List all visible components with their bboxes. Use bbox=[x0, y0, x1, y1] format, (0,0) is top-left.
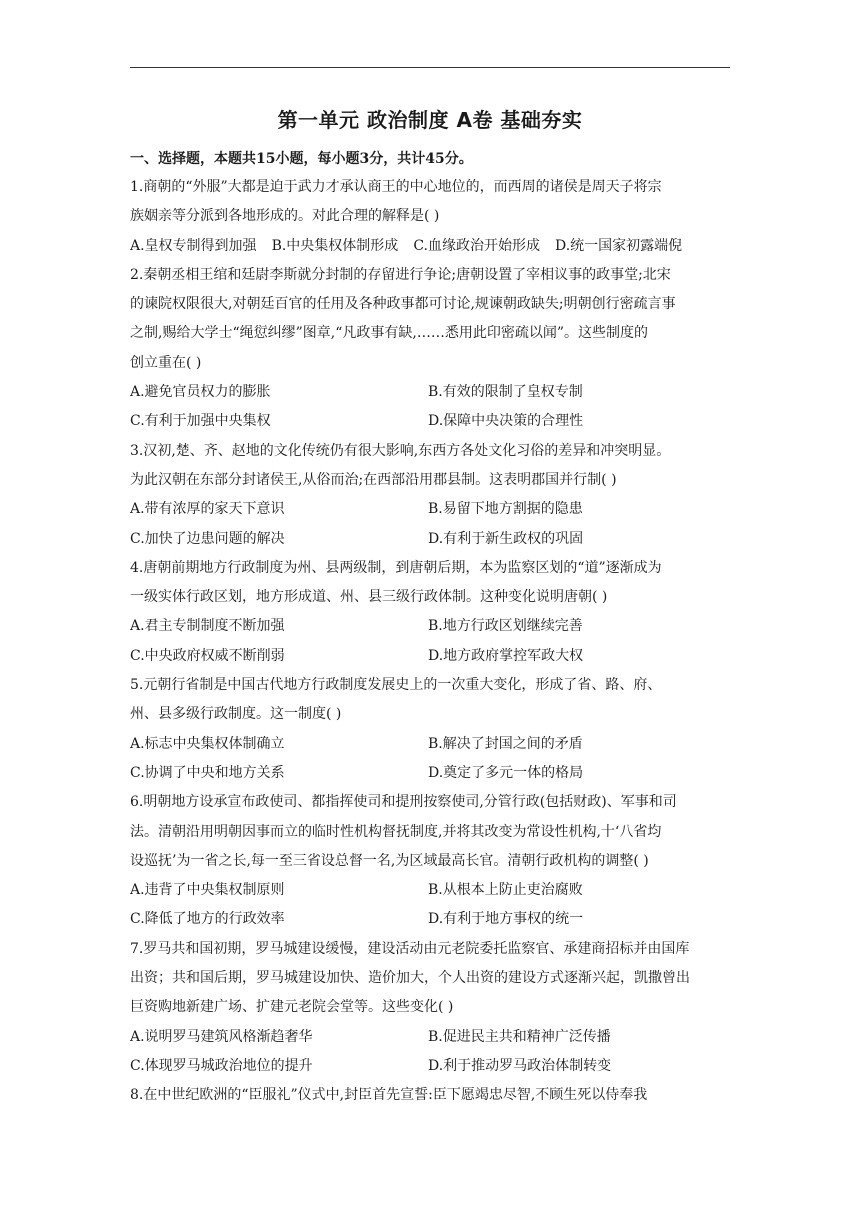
option-c: C.体现罗马城政治地位的提升 bbox=[130, 1057, 313, 1074]
question-1 bbox=[130, 173, 730, 261]
question-stem-line: 8.在中世纪欧洲的“臣服礼”仪式中,封臣首先宣誓:臣下愿竭忠尽智,不顾生死以侍奉我 bbox=[130, 1087, 648, 1104]
option-d: D.有利于地方事权的统一 bbox=[428, 911, 584, 928]
option-c: C.协调了中央和地方关系 bbox=[130, 764, 285, 781]
question-stem-line: 法。清朝沿用明朝因事而立的临时性机构督抚制度,并将其改变为常设性机构,十‘八省均 bbox=[130, 823, 662, 840]
option-d: D.统一国家初露端倪 bbox=[554, 237, 683, 254]
question-stem-line: 之制,赐给大学士“绳愆纠缪”图章,“凡政事有缺,……悉用此印密疏以闻”。这些制度的 bbox=[130, 325, 648, 342]
option-a: A.带有浓厚的家天下意识 bbox=[130, 501, 285, 518]
option-row bbox=[130, 232, 730, 261]
question-stem-line: 设巡抚’为一省之长,每一至三省设总督一名,为区域最高长官。清朝行政机构的调整( ) bbox=[130, 852, 649, 869]
option-c: C.中央政府权威不断削弱 bbox=[130, 647, 285, 664]
option-row bbox=[130, 495, 730, 524]
option-d: D.保障中央决策的合理性 bbox=[428, 413, 584, 430]
option-row bbox=[130, 905, 730, 934]
option-b: B.中央集权体制形成 bbox=[271, 237, 399, 254]
question-stem-line: 1.商朝的“外服”大都是迫于武力才承认商王的中心地位的，而西周的诸侯是周天子将宗 bbox=[130, 179, 662, 195]
question-stem-line: 族姻亲等分派到各地形成的。对此合理的解释是( ) bbox=[130, 208, 440, 225]
question-stem-line: 2.秦朝丞相王绾和廷尉李斯就分封制的存留进行争论;唐朝设置了宰相议事的政事堂;北宋 bbox=[130, 266, 671, 283]
option-b: B.地方行政区划继续完善 bbox=[428, 618, 583, 635]
option-c: C.有利于加强中央集权 bbox=[130, 413, 271, 430]
option-c: C.血缘政治开始形成 bbox=[413, 237, 540, 254]
option-a: A.皇权专制得到加强 bbox=[130, 237, 257, 254]
question-list bbox=[130, 173, 730, 1111]
option-b: B.解决了封国之间的矛盾 bbox=[428, 735, 583, 752]
option-row bbox=[130, 1023, 730, 1052]
question-7 bbox=[130, 935, 730, 1081]
option-row bbox=[130, 525, 730, 554]
question-5 bbox=[130, 671, 730, 788]
question-3 bbox=[130, 437, 730, 554]
option-a: A.君主专制制度不断加强 bbox=[130, 618, 285, 635]
option-row bbox=[130, 876, 730, 905]
option-row bbox=[130, 1052, 730, 1081]
option-d: D.利于推动罗马政治体制转变 bbox=[428, 1057, 612, 1074]
header-rule bbox=[130, 67, 730, 68]
option-c: C.加快了边患问题的解决 bbox=[130, 530, 285, 547]
option-a: A.说明罗马建筑风格渐趋奢华 bbox=[130, 1028, 313, 1045]
option-row bbox=[130, 407, 730, 436]
question-stem-line: 为此汉朝在东部分封诸侯王,从俗而治;在西部沿用郡县制。这表明郡国并行制( ) bbox=[130, 471, 617, 488]
question-stem-line: 5.元朝行省制是中国古代地方行政制度发展史上的一次重大变化，形成了省、路、府、 bbox=[130, 677, 662, 694]
option-row bbox=[130, 759, 730, 788]
option-b: B.从根本上防止吏治腐败 bbox=[428, 882, 583, 899]
question-stem-line: 创立重在( ) bbox=[130, 354, 202, 371]
option-d: D.地方政府掌控军政大权 bbox=[428, 647, 584, 664]
question-stem-line: 7.罗马共和国初期，罗马城建设缓慢，建设活动由元老院委托监察官、承建商招标并由国库 bbox=[130, 940, 690, 957]
option-b: B.易留下地方割据的隐患 bbox=[428, 501, 583, 518]
question-stem-line: 3.汉初,楚、齐、赵地的文化传统仍有很大影响,东西方各处文化习俗的差异和冲突明显。 bbox=[130, 442, 671, 459]
option-a: A.违背了中央集权制原则 bbox=[130, 882, 285, 899]
question-stem-line: 出资；共和国后期，罗马城建设加快、造价加大，个人出资的建设方式逐渐兴起，凯撒曾出 bbox=[130, 970, 690, 987]
option-d: D.奠定了多元一体的格局 bbox=[428, 764, 584, 781]
question-stem-line: 6.明朝地方设承宣布政使司、都指挥使司和提刑按察使司,分管行政(包括财政)、军事和司 bbox=[130, 794, 677, 811]
option-b: B.有效的限制了皇权专制 bbox=[428, 384, 583, 401]
question-stem-line: 巨资购地新建广场、扩建元老院会堂等。这些变化( ) bbox=[130, 999, 454, 1016]
question-6 bbox=[130, 788, 730, 934]
option-d: D.有利于新生政权的巩固 bbox=[428, 530, 584, 547]
option-a: A.避免官员权力的膨胀 bbox=[130, 384, 271, 401]
question-stem-line: 一级实体行政区划，地方形成道、州、县三级行政体制。这种变化说明唐朝( ) bbox=[130, 589, 608, 606]
option-row bbox=[130, 612, 730, 641]
question-stem-line: 4.唐朝前期地方行政制度为州、县两级制，到唐朝后期，本为监察区划的“道”逐渐成为 bbox=[130, 559, 662, 576]
option-c: C.降低了地方的行政效率 bbox=[130, 911, 285, 928]
option-row bbox=[130, 642, 730, 671]
option-b: B.促进民主共和精神广泛传播 bbox=[428, 1028, 611, 1045]
option-row bbox=[130, 378, 730, 407]
page-title: 第一单元 政治制度 A卷 基础夯实 bbox=[277, 108, 583, 132]
question-stem-line: 州、县多级行政制度。这一制度( ) bbox=[130, 706, 342, 723]
question-2 bbox=[130, 261, 730, 437]
option-row bbox=[130, 730, 730, 759]
question-4 bbox=[130, 554, 730, 671]
question-8 bbox=[130, 1081, 730, 1110]
question-stem-line: 的谏院权限很大,对朝廷百官的任用及各种政事都可讨论,规谏朝政缺失;明朝创行密疏言事 bbox=[130, 296, 676, 313]
section-heading: 一、选择题，本题共15小题，每小题3分，共计45分。 bbox=[130, 151, 473, 167]
option-a: A.标志中央集权体制确立 bbox=[130, 735, 285, 752]
